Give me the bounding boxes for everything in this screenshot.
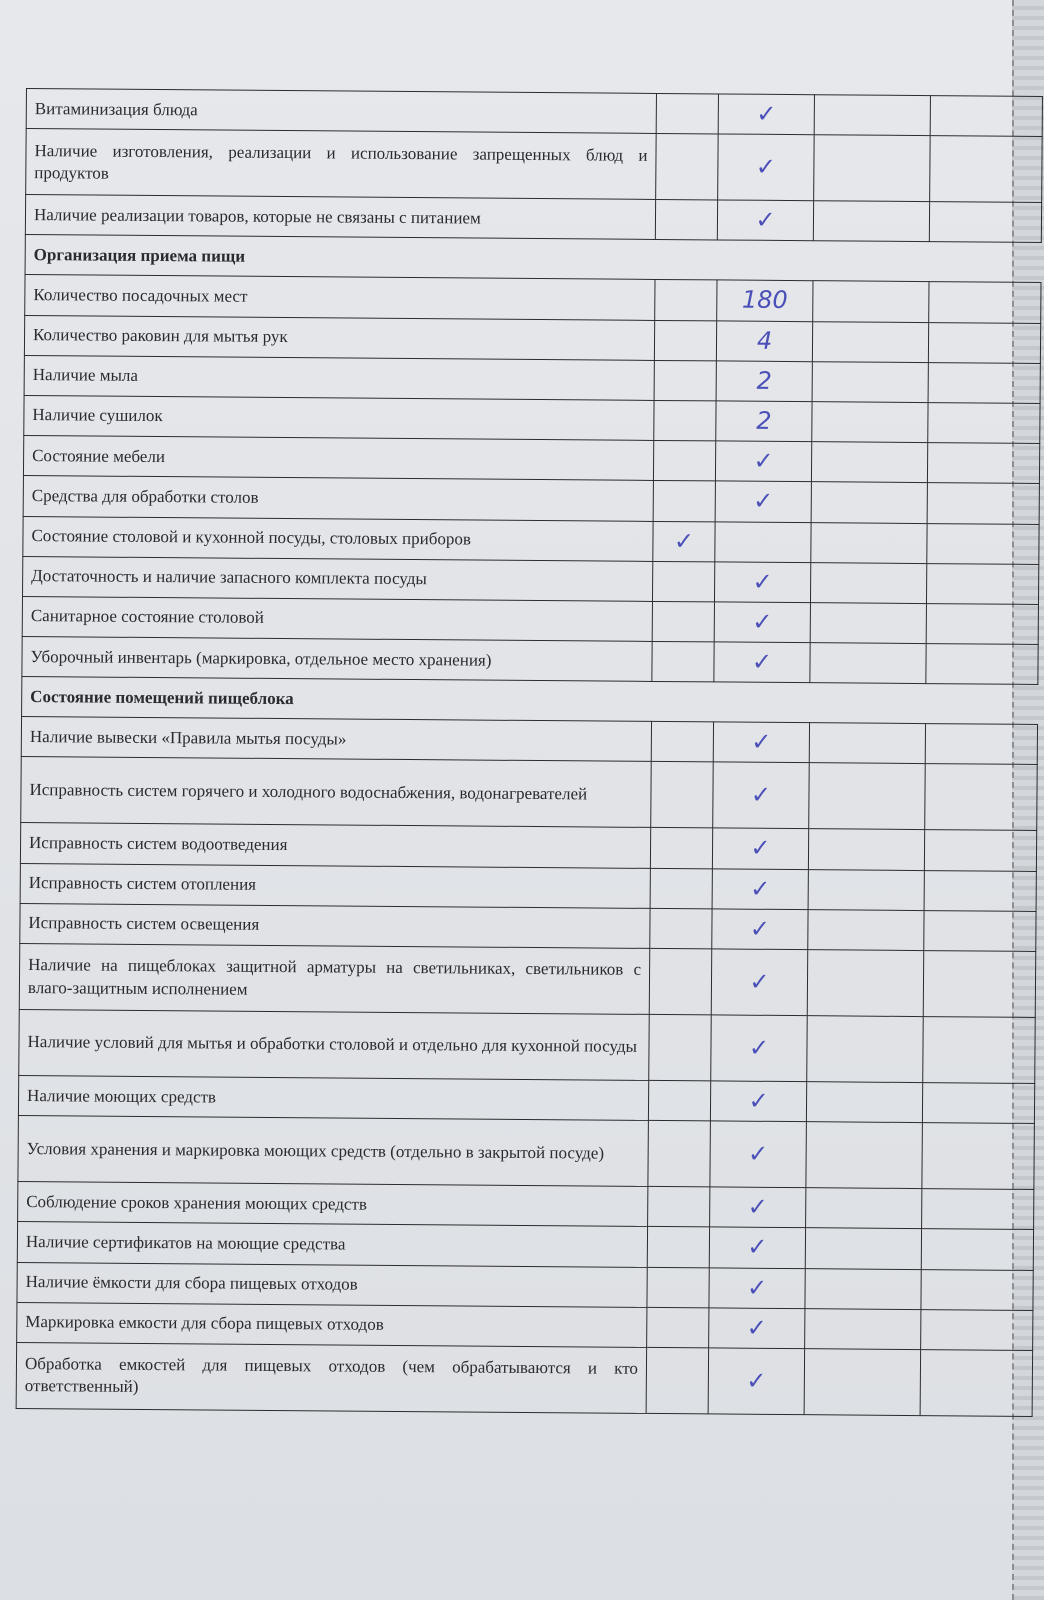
mark-cell-c3	[808, 869, 924, 910]
mark-cell-c4	[921, 1269, 1033, 1310]
mark-cell-c4	[928, 403, 1040, 444]
criterion-label: Количество посадочных мест	[25, 275, 655, 320]
inspection-form	[16, 88, 1042, 1417]
criterion-label: Соблюдение сроков хранения моющих средств	[18, 1182, 648, 1227]
mark-cell-c3	[812, 402, 928, 443]
mark-cell-c2: ✓	[709, 1308, 805, 1349]
mark-cell-c3	[808, 829, 924, 870]
criterion-label: Достаточность и наличие запасного комплекта посуды	[23, 556, 653, 601]
mark-cell-c4	[927, 523, 1039, 564]
mark-cell-c3	[805, 1308, 921, 1349]
criterion-label: Состояние мебели	[23, 436, 653, 481]
mark-cell-c2: ✓	[717, 200, 813, 241]
mark-cell-c1	[650, 828, 712, 869]
mark-cell-c4	[927, 443, 1039, 484]
mark-cell-c4	[923, 951, 1036, 1018]
mark-cell-c2: ✓	[712, 869, 808, 910]
mark-cell-c1	[652, 561, 714, 602]
mark-cell-c4	[921, 1309, 1033, 1350]
criterion-label: Состояние столовой и кухонной посуды, столовых приборов	[23, 516, 653, 561]
mark-cell-c4	[928, 322, 1040, 363]
mark-cell-c2: ✓	[718, 94, 814, 135]
mark-cell-c3	[810, 562, 926, 603]
mark-cell-c2: ✓	[710, 1121, 807, 1188]
checklist-body	[16, 89, 1042, 1417]
criterion-label: Витаминизация блюда	[26, 89, 656, 134]
table-row	[26, 129, 1042, 203]
mark-cell-c4	[928, 362, 1040, 403]
mark-cell-c1	[649, 948, 712, 1014]
mark-cell-c1	[651, 762, 714, 828]
mark-cell-c3	[807, 950, 924, 1017]
mark-cell-c4	[922, 1123, 1035, 1190]
mark-cell-c4	[922, 1083, 1034, 1124]
mark-cell-c1	[646, 1347, 709, 1413]
mark-cell-c3	[813, 281, 929, 322]
mark-cell-c4	[923, 1017, 1036, 1084]
criterion-label: Наличие реализации товаров, которые не связаны с питанием	[25, 195, 655, 240]
mark-cell-c3	[809, 763, 926, 830]
criterion-label: Уборочный инвентарь (маркировка, отдельное место хранения)	[22, 637, 652, 682]
criterion-label: Наличие условий для мытья и обработки столовой и отдельно для кухонной посуды	[19, 1009, 649, 1080]
mark-cell-c2: ✓	[718, 134, 815, 201]
criterion-label: Санитарное состояние столовой	[22, 596, 652, 641]
criterion-label: Исправность систем отопления	[20, 863, 650, 908]
mark-cell-c3	[805, 1228, 921, 1269]
criterion-label: Наличие ёмкости для сбора пищевых отходов	[17, 1262, 647, 1307]
criterion-label: Наличие сертификатов на моющие средства	[17, 1222, 647, 1267]
mark-cell-c1	[647, 1267, 709, 1308]
mark-cell-c1	[655, 280, 717, 321]
mark-cell-c1	[647, 1227, 709, 1268]
mark-cell-c2: ✓	[714, 642, 810, 683]
mark-cell-c2: ✓	[712, 909, 808, 950]
mark-cell-c2: ✓	[715, 481, 811, 522]
mark-cell-c1	[653, 441, 715, 482]
mark-cell-c2: ✓	[709, 1227, 805, 1268]
mark-cell-c3	[814, 135, 931, 202]
mark-cell-c4	[930, 96, 1042, 137]
table-row	[18, 1116, 1034, 1190]
criterion-label: Исправность систем горячего и холодного водоснабжения, водонагревателей	[21, 757, 651, 828]
criterion-label: Маркировка емкости для сбора пищевых отходов	[17, 1302, 647, 1347]
mark-cell-c2: ✓	[713, 722, 809, 763]
criterion-label: Наличие вывески «Правила мытья посуды»	[21, 717, 651, 762]
mark-cell-c2: 180	[717, 280, 813, 321]
mark-cell-c3	[806, 1082, 922, 1123]
mark-cell-c3	[806, 1122, 923, 1189]
mark-cell-c3	[811, 482, 927, 523]
mark-cell-c4	[927, 483, 1039, 524]
mark-cell-c3	[811, 522, 927, 563]
mark-cell-c4	[926, 644, 1038, 685]
criterion-label: Наличие на пищеблоках защитной арматуры на светильниках, светильников с влаго-защитным исполнением	[19, 943, 649, 1014]
mark-cell-c1	[654, 320, 716, 361]
mark-cell-c1	[647, 1307, 709, 1348]
mark-cell-c4	[924, 830, 1036, 871]
mark-cell-c4	[926, 563, 1038, 604]
mark-cell-c3	[807, 1016, 924, 1083]
table-row	[16, 1342, 1032, 1416]
mark-cell-c2: ✓	[709, 1267, 805, 1308]
mark-cell-c4	[929, 282, 1041, 323]
criterion-label: Исправность систем освещения	[20, 903, 650, 948]
criterion-label: Условия хранения и маркировка моющих средств (отдельно в закрытой посуде)	[18, 1116, 648, 1187]
mark-cell-c4	[924, 870, 1036, 911]
criterion-label: Количество раковин для мытья рук	[24, 315, 654, 360]
mark-cell-c3	[812, 321, 928, 362]
mark-cell-c2: 2	[716, 361, 812, 402]
mark-cell-c1	[655, 200, 717, 241]
mark-cell-c2: ✓	[711, 949, 808, 1016]
criterion-label: Обработка емкостей для пищевых отходов (чем обрабатываются и кто ответственный)	[16, 1342, 646, 1413]
criterion-label: Средства для обработки столов	[23, 476, 653, 521]
mark-cell-c3	[809, 723, 925, 764]
mark-cell-c1	[650, 908, 712, 949]
mark-cell-c1	[653, 481, 715, 522]
mark-cell-c4	[922, 1189, 1034, 1230]
mark-cell-c1	[652, 641, 714, 682]
mark-cell-c4	[920, 1350, 1033, 1417]
mark-cell-c2: ✓	[713, 762, 810, 829]
criterion-label: Исправность систем водоотведения	[20, 823, 650, 868]
mark-cell-c1	[654, 400, 716, 441]
mark-cell-c1	[654, 360, 716, 401]
mark-cell-c3	[811, 442, 927, 483]
mark-cell-c2: ✓	[711, 1015, 808, 1082]
mark-cell-c1	[651, 722, 713, 763]
criterion-label: Наличие мыла	[24, 355, 654, 400]
mark-cell-c4	[930, 136, 1043, 203]
mark-cell-c1	[656, 93, 718, 134]
mark-cell-c2: ✓	[712, 828, 808, 869]
mark-cell-c4	[921, 1229, 1033, 1270]
mark-cell-c1	[649, 1014, 712, 1080]
mark-cell-c1	[656, 134, 719, 200]
criterion-label: Наличие изготовления, реализации и использование запрещенных блюд и продуктов	[26, 129, 656, 200]
mark-cell-c3	[814, 95, 930, 136]
mark-cell-c3	[810, 603, 926, 644]
mark-cell-c2: 4	[716, 320, 812, 361]
mark-cell-c3	[810, 643, 926, 684]
mark-cell-c2	[715, 521, 811, 562]
mark-cell-c1	[648, 1187, 710, 1228]
mark-cell-c1	[648, 1080, 710, 1121]
mark-cell-c4	[926, 603, 1038, 644]
mark-cell-c3	[812, 361, 928, 402]
mark-cell-c3	[813, 201, 929, 242]
mark-cell-c3	[806, 1188, 922, 1229]
mark-cell-c3	[804, 1349, 921, 1416]
mark-cell-c2: ✓	[714, 562, 810, 603]
mark-cell-c4	[929, 202, 1041, 243]
section-title: Состояние помещений пищеблока	[22, 677, 1038, 725]
mark-cell-c2: ✓	[710, 1187, 806, 1228]
mark-cell-c2: ✓	[714, 602, 810, 643]
table-row	[19, 943, 1035, 1017]
criterion-label: Наличие сушилок	[24, 395, 654, 440]
mark-cell-c2: ✓	[710, 1081, 806, 1122]
mark-cell-c1	[648, 1121, 711, 1187]
mark-cell-c1	[652, 601, 714, 642]
table-row	[19, 1009, 1035, 1083]
section-title: Организация приема пищи	[25, 235, 1041, 283]
mark-cell-c3	[805, 1268, 921, 1309]
mark-cell-c1: ✓	[653, 521, 715, 562]
table-row	[21, 757, 1037, 831]
checklist-table	[16, 88, 1043, 1417]
criterion-label: Наличие моющих средств	[18, 1075, 648, 1120]
mark-cell-c2: ✓	[708, 1348, 805, 1415]
mark-cell-c2: ✓	[715, 441, 811, 482]
mark-cell-c1	[650, 868, 712, 909]
mark-cell-c2: 2	[716, 401, 812, 442]
mark-cell-c3	[808, 909, 924, 950]
mark-cell-c4	[925, 724, 1037, 765]
mark-cell-c4	[924, 910, 1036, 951]
mark-cell-c4	[925, 764, 1038, 831]
